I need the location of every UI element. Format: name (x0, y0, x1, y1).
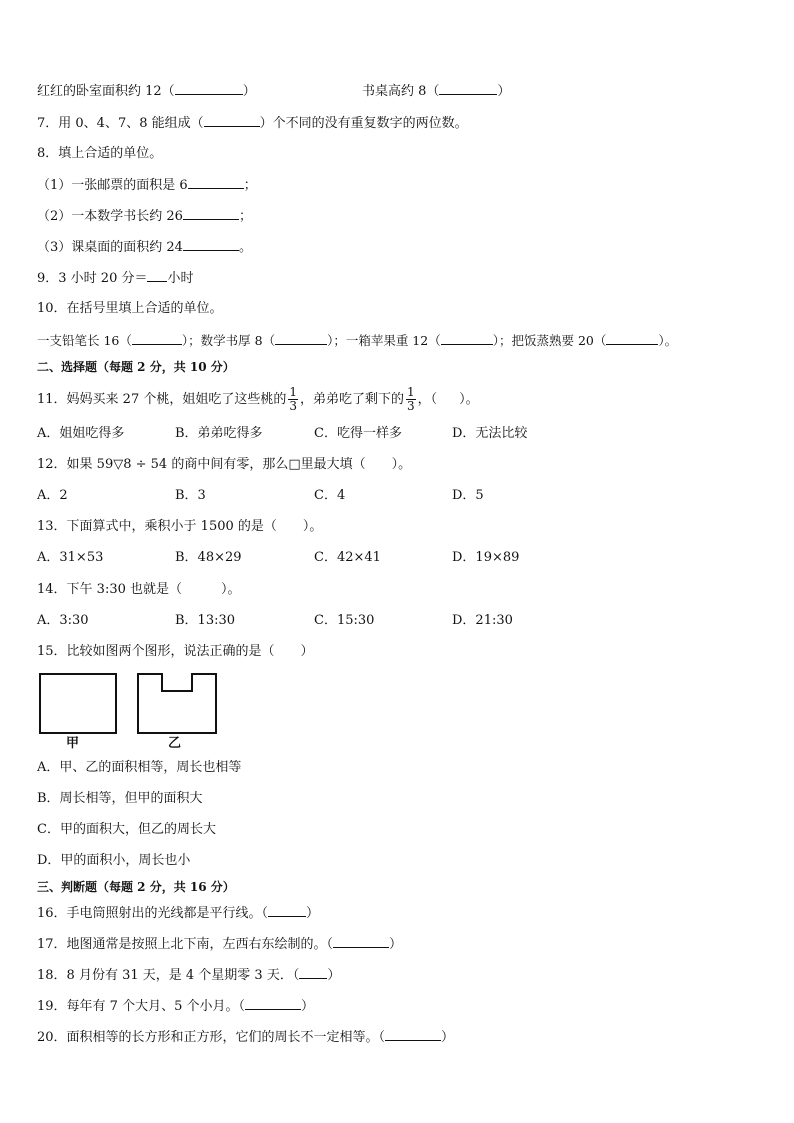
option-d[interactable]: D．甲的面积小，周长也小 (37, 853, 191, 868)
question-16: 16．手电筒照射出的光线都是平行线。（ ） (37, 906, 320, 921)
option-d[interactable]: D．21:30 (452, 613, 513, 628)
option-a[interactable]: A．31×53 (37, 550, 104, 565)
option-a[interactable]: A．3:30 (37, 613, 89, 628)
question-20: 20．面积相等的长方形和正方形，它们的周长不一定相等。（ ） (37, 1030, 455, 1045)
question-14: 14．下午 3:30 也就是（ ）。 (37, 582, 241, 597)
question-8-2: （2）一本数学书长约 26 ； (37, 209, 252, 224)
q6-desk-line: 书桌高约 8（ ） (362, 84, 511, 99)
answer-blank[interactable] (132, 332, 182, 345)
answer-blank[interactable] (606, 332, 658, 345)
question-19: 19．每年有 7 个大月、5 个小月。（ ） (37, 999, 314, 1014)
answer-blank[interactable] (268, 904, 306, 917)
question-8-1: （1）一张邮票的面积是 6 ； (37, 178, 257, 193)
option-c[interactable]: C．4 (314, 488, 346, 503)
section-2-heading: 二、选择题（每题 2 分，共 10 分） (37, 360, 235, 374)
option-a[interactable]: A．2 (37, 488, 68, 503)
question-12: 12．如果 59▽8 ÷ 54 的商中间有零，那么□里最大填（ ）。 (37, 457, 412, 472)
shape-jia (40, 674, 116, 733)
option-b[interactable]: B．13:30 (175, 613, 236, 628)
answer-blank[interactable] (439, 82, 497, 95)
option-a[interactable]: A．姐姐吃得多 (37, 426, 125, 441)
answer-blank[interactable] (183, 238, 239, 251)
answer-blank[interactable] (204, 114, 260, 127)
answer-blank[interactable] (275, 332, 327, 345)
fraction-one-third: $\frac{1}{3}$ (407, 385, 415, 413)
option-b[interactable]: B．周长相等，但甲的面积大 (37, 791, 203, 806)
option-b[interactable]: B．3 (175, 488, 206, 503)
option-c[interactable]: C．甲的面积大，但乙的周长大 (37, 822, 216, 837)
question-17: 17．地图通常是按照上北下南，左西右东绘制的。（ ） (37, 937, 403, 952)
option-d[interactable]: D．无法比较 (452, 426, 528, 441)
answer-blank[interactable] (183, 207, 239, 220)
answer-blank[interactable] (147, 269, 167, 282)
shape-yi (138, 674, 216, 733)
section-3-heading: 三、判断题（每题 2 分，共 16 分） (37, 880, 235, 894)
option-d[interactable]: D．5 (452, 488, 484, 503)
option-a[interactable]: A．甲、乙的面积相等，周长也相等 (37, 760, 242, 775)
question-11: 11．妈妈买来 27 个桃，姐姐吃了这些桃的 $\frac{1}{3}$ ，弟弟吃了剩下的 $\frac{1}{3}$ ，（ ）。 (37, 385, 479, 413)
answer-blank[interactable] (188, 176, 244, 189)
answer-blank[interactable] (385, 1028, 441, 1041)
question-13: 13．下面算式中，乘积小于 1500 的是（ ）。 (37, 519, 323, 534)
option-c[interactable]: C．42×41 (314, 550, 381, 565)
answer-blank[interactable] (333, 935, 389, 948)
label-jia: 甲 (66, 736, 80, 751)
fraction-one-third: $\frac{1}{3}$ (289, 385, 297, 413)
question-9: 9．3 小时 20 分＝ 小时 (37, 271, 194, 286)
option-b[interactable]: B．48×29 (175, 550, 242, 565)
question-8-title: 8．填上合适的单位。 (37, 146, 163, 161)
answer-blank[interactable] (441, 332, 493, 345)
answer-blank[interactable] (175, 82, 243, 95)
question-18: 18．8 月份有 31 天，是 4 个星期零 3 天．（ ） (37, 968, 341, 983)
option-d[interactable]: D．19×89 (452, 550, 520, 565)
question-10-title: 10．在括号里填上合适的单位。 (37, 301, 223, 316)
option-c[interactable]: C．吃得一样多 (314, 426, 402, 441)
question-15: 15．比较如图两个图形，说法正确的是（ ） (37, 644, 314, 659)
question-10-line: 一支铅笔长 16（ ）；数学书厚 8（ ）；一箱苹果重 12（ ）；把饭蒸熟要 20（ ）。 (37, 333, 678, 348)
option-c[interactable]: C．15:30 (314, 613, 375, 628)
answer-blank[interactable] (245, 997, 301, 1010)
q6-line: 红红的卧室面积约 12（ ） (37, 84, 256, 99)
option-b[interactable]: B．弟弟吃得多 (175, 426, 263, 441)
question-7: 7．用 0、4、7、8 能组成（ ）个不同的没有重复数字的两位数。 (37, 116, 468, 131)
answer-blank[interactable] (299, 966, 327, 979)
label-yi: 乙 (168, 736, 182, 751)
question-8-3: （3）课桌面的面积约 24 。 (37, 240, 252, 255)
